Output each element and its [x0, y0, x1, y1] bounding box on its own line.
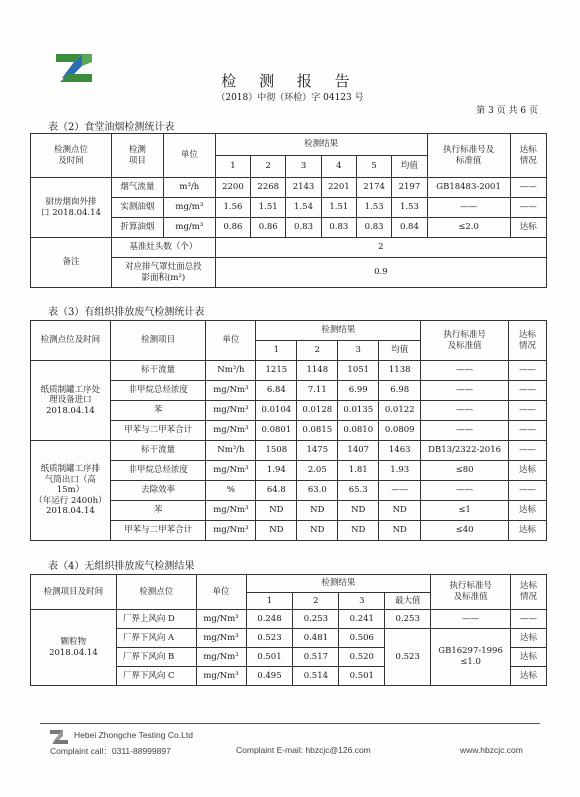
unit-cell: mg/Nm³: [206, 501, 256, 521]
value-cell: 0.501: [339, 667, 385, 686]
head-item: 检测项目: [110, 321, 206, 361]
item-cell: 非甲烷总烃浓度: [110, 381, 206, 401]
head-unit: 单位: [196, 575, 246, 610]
table3-caption: 表（3）有组织排放废气检测统计表: [48, 307, 205, 318]
value-cell: 6.99: [338, 381, 379, 401]
value-cell: 0.481: [293, 629, 339, 648]
value-cell: 0.506: [339, 629, 385, 648]
value-cell: 1.51: [321, 198, 356, 218]
head-col: 4: [321, 156, 356, 178]
unit-cell: mg/Nm³: [196, 667, 246, 686]
value-cell: 0.86: [215, 218, 250, 238]
value-cell: 1463: [379, 441, 421, 461]
head-col: 1: [256, 341, 297, 361]
head-standard: 执行标准号 及标准值: [431, 575, 511, 610]
status-cell: 达标: [511, 648, 547, 667]
item-cell: 厂界下风向 C: [116, 667, 196, 686]
footer-website: www.hbzcjc.com: [460, 745, 523, 755]
value-cell: 0.520: [339, 648, 385, 667]
head-point: 检测点位及时间: [31, 321, 111, 361]
status-cell: ——: [509, 421, 547, 441]
item-cell: 厂界下风向 B: [116, 648, 196, 667]
footer-divider: [40, 723, 540, 724]
status-cell: 达标: [510, 218, 546, 238]
item-cell: 烟气流量: [111, 178, 163, 198]
item-cell: 去除效率: [110, 481, 206, 501]
status-cell: ——: [509, 381, 547, 401]
unit-cell: Nm³/h: [206, 441, 256, 461]
value-cell: 0.83: [321, 218, 356, 238]
item-cell: 标干流量: [110, 361, 206, 381]
item-cell: 苯: [110, 501, 206, 521]
head-standard: 执行标准号及 标准值: [427, 134, 510, 178]
value-cell: 1215: [256, 361, 297, 381]
standard-cell: DB13/2322-2016: [421, 441, 509, 461]
head-point: 检测点位 及时间: [31, 134, 112, 178]
head-col: 2: [251, 156, 286, 178]
value-cell: ND: [297, 521, 338, 541]
standard-cell: GB18483-2001: [427, 178, 510, 198]
head-results: 检测结果: [256, 321, 421, 341]
page-info: 第 3 页 共 6 页: [476, 106, 538, 116]
head-status: 达标 情况: [509, 321, 547, 361]
value-cell: 1148: [297, 361, 338, 381]
organized-emission-table: [30, 320, 547, 541]
value-cell: 0.523: [246, 629, 293, 648]
value-cell: 0.517: [293, 648, 339, 667]
status-cell: ——: [509, 401, 547, 421]
value-cell: 1407: [338, 441, 379, 461]
value-cell: 2197: [392, 178, 427, 198]
head-results: 检测结果: [246, 575, 431, 593]
standard-cell: GB16297-1996 ≤1.0: [431, 629, 511, 686]
location-cell: 纸质制罐工序处 理设备进口 2018.04.14: [31, 361, 111, 441]
value-cell: 0.0122: [379, 401, 421, 421]
value-cell: 1051: [338, 361, 379, 381]
location-cell: 颗粒物 2018.04.14: [31, 610, 117, 686]
value-cell: 65.3: [338, 481, 379, 501]
status-cell: 达标: [511, 667, 547, 686]
max-cell: 0.523: [385, 629, 431, 686]
head-col: 均值: [379, 341, 421, 361]
value-cell: 0.86: [251, 218, 286, 238]
value-cell: 1.94: [256, 461, 297, 481]
item-cell: 甲苯与二甲苯合计: [110, 421, 206, 441]
status-cell: 达标: [509, 461, 547, 481]
status-cell: 达标: [509, 501, 547, 521]
value-cell: 0.495: [246, 667, 293, 686]
head-col: 2: [297, 341, 338, 361]
status-cell: ——: [509, 441, 547, 461]
head-col: 1: [215, 156, 250, 178]
value-cell: ——: [379, 481, 421, 501]
standard-cell: ≤80: [421, 461, 509, 481]
value-cell: 0.84: [392, 218, 427, 238]
status-cell: ——: [509, 361, 547, 381]
standard-cell: ——: [421, 481, 509, 501]
remark-item: 基准灶头数（个）: [111, 238, 215, 258]
value-cell: 0.83: [286, 218, 321, 238]
location-cell: 纸质制罐工序排 气筒出口（高 15m） （年运行 2400h） 2018.04.14: [31, 441, 111, 541]
head-item: 检测 项目: [111, 134, 163, 178]
value-cell: 1.53: [356, 198, 391, 218]
table2-caption: 表（2）食堂油烟检测统计表: [48, 122, 175, 133]
unit-cell: mg/m³: [163, 198, 215, 218]
value-cell: ND: [256, 521, 297, 541]
value-cell: 1.93: [379, 461, 421, 481]
value-cell: 1.53: [392, 198, 427, 218]
unit-cell: m³/h: [163, 178, 215, 198]
unit-cell: mg/Nm³: [206, 421, 256, 441]
value-cell: 0.0810: [338, 421, 379, 441]
footer-logo: [48, 729, 70, 745]
value-cell: 0.241: [339, 610, 385, 629]
head-col: 5: [356, 156, 391, 178]
unit-cell: mg/Nm³: [206, 401, 256, 421]
value-cell: 2268: [251, 178, 286, 198]
head-col: 3: [338, 341, 379, 361]
standard-cell: ≤40: [421, 521, 509, 541]
value-cell: 2143: [286, 178, 321, 198]
value-cell: 0.0815: [297, 421, 338, 441]
value-cell: 0.0104: [256, 401, 297, 421]
head-standard: 执行标准号 及标准值: [421, 321, 509, 361]
head-results: 检测结果: [215, 134, 427, 156]
value-cell: 0.253: [293, 610, 339, 629]
standard-cell: ——: [427, 198, 510, 218]
head-status: 达标 情况: [511, 575, 547, 610]
report-number: （2018）中彻（环检）字 04123 号: [216, 93, 364, 103]
unit-cell: mg/Nm³: [196, 648, 246, 667]
value-cell: 0.501: [246, 648, 293, 667]
unit-cell: mg/Nm³: [196, 629, 246, 648]
head-unit: 单位: [163, 134, 215, 178]
head-col: 2: [293, 593, 339, 610]
head-status: 达标 情况: [510, 134, 546, 178]
footer-complaint-email: Complaint E-mail: hbzcjc@126.com: [236, 745, 371, 755]
report-title: 检 测 报 告: [221, 72, 359, 90]
item-cell: 折算油烟: [111, 218, 163, 238]
value-cell: ND: [338, 521, 379, 541]
value-cell: 0.514: [293, 667, 339, 686]
standard-cell: ——: [431, 610, 511, 629]
head-item: 检测点位: [116, 575, 196, 610]
status-cell: 达标: [511, 629, 547, 648]
unit-cell: mg/Nm³: [196, 610, 246, 629]
value-cell: 0.0809: [379, 421, 421, 441]
status-cell: ——: [510, 178, 546, 198]
standard-cell: ≤2.0: [427, 218, 510, 238]
remark-value: 0.9: [215, 258, 546, 288]
value-cell: 1.81: [338, 461, 379, 481]
item-cell: 实测油烟: [111, 198, 163, 218]
value-cell: 0.0135: [338, 401, 379, 421]
unit-cell: Nm³/h: [206, 361, 256, 381]
value-cell: 1.54: [286, 198, 321, 218]
value-cell: 6.84: [256, 381, 297, 401]
value-cell: 7.11: [297, 381, 338, 401]
value-cell: 6.98: [379, 381, 421, 401]
value-cell: ND: [256, 501, 297, 521]
value-cell: 1138: [379, 361, 421, 381]
kitchen-fume-table: [30, 133, 547, 288]
value-cell: 63.0: [297, 481, 338, 501]
unit-cell: mg/Nm³: [206, 521, 256, 541]
value-cell: 0.83: [356, 218, 391, 238]
remark-label: 备注: [31, 238, 112, 288]
item-cell: 标干流量: [110, 441, 206, 461]
table4-caption: 表（4）无组织排放废气检测结果: [48, 561, 195, 572]
value-cell: ND: [379, 521, 421, 541]
value-cell: ND: [297, 501, 338, 521]
value-cell: 1475: [297, 441, 338, 461]
value-cell: 1508: [256, 441, 297, 461]
fugitive-emission-table: [30, 574, 547, 686]
head-col: 3: [339, 593, 385, 610]
standard-cell: ——: [421, 421, 509, 441]
remark-value: 2: [215, 238, 546, 258]
value-cell: 2.05: [297, 461, 338, 481]
item-cell: 非甲烷总烃浓度: [110, 461, 206, 481]
value-cell: ND: [338, 501, 379, 521]
standard-cell: ≤1: [421, 501, 509, 521]
unit-cell: %: [206, 481, 256, 501]
status-cell: ——: [511, 610, 547, 629]
footer-complaint-call: Complaint call：0311-88999897: [50, 746, 171, 756]
status-cell: ——: [510, 198, 546, 218]
value-cell: 0.248: [246, 610, 293, 629]
remark-item: 对应排气罩灶面总投 影面积(m²): [111, 258, 215, 288]
unit-cell: mg/m³: [163, 218, 215, 238]
value-cell: ND: [379, 501, 421, 521]
item-cell: 厂界下风向 A: [116, 629, 196, 648]
head-col: 1: [246, 593, 293, 610]
status-cell: 达标: [509, 521, 547, 541]
status-cell: ——: [509, 481, 547, 501]
unit-cell: mg/Nm³: [206, 461, 256, 481]
location-cell: 厨房烟囱外排 口 2018.04.14: [31, 178, 112, 238]
head-col: 3: [286, 156, 321, 178]
footer-company: Hebei Zhongche Testing Co.Ltd: [74, 730, 193, 740]
value-cell: 2201: [321, 178, 356, 198]
head-col: 最大值: [385, 593, 431, 610]
item-cell: 厂界上风向 D: [116, 610, 196, 629]
unit-cell: mg/Nm³: [206, 381, 256, 401]
head-point: 检测项目及时间: [31, 575, 117, 610]
item-cell: 甲苯与二甲苯合计: [110, 521, 206, 541]
value-cell: 2174: [356, 178, 391, 198]
max-cell: 0.253: [385, 610, 431, 629]
value-cell: 0.0128: [297, 401, 338, 421]
standard-cell: ——: [421, 401, 509, 421]
value-cell: 64.8: [256, 481, 297, 501]
value-cell: 2200: [215, 178, 250, 198]
head-col: 均值: [392, 156, 427, 178]
item-cell: 苯: [110, 401, 206, 421]
head-unit: 单位: [206, 321, 256, 361]
value-cell: 1.51: [251, 198, 286, 218]
value-cell: 1.56: [215, 198, 250, 218]
standard-cell: ——: [421, 381, 509, 401]
value-cell: 0.0801: [256, 421, 297, 441]
standard-cell: ——: [421, 361, 509, 381]
